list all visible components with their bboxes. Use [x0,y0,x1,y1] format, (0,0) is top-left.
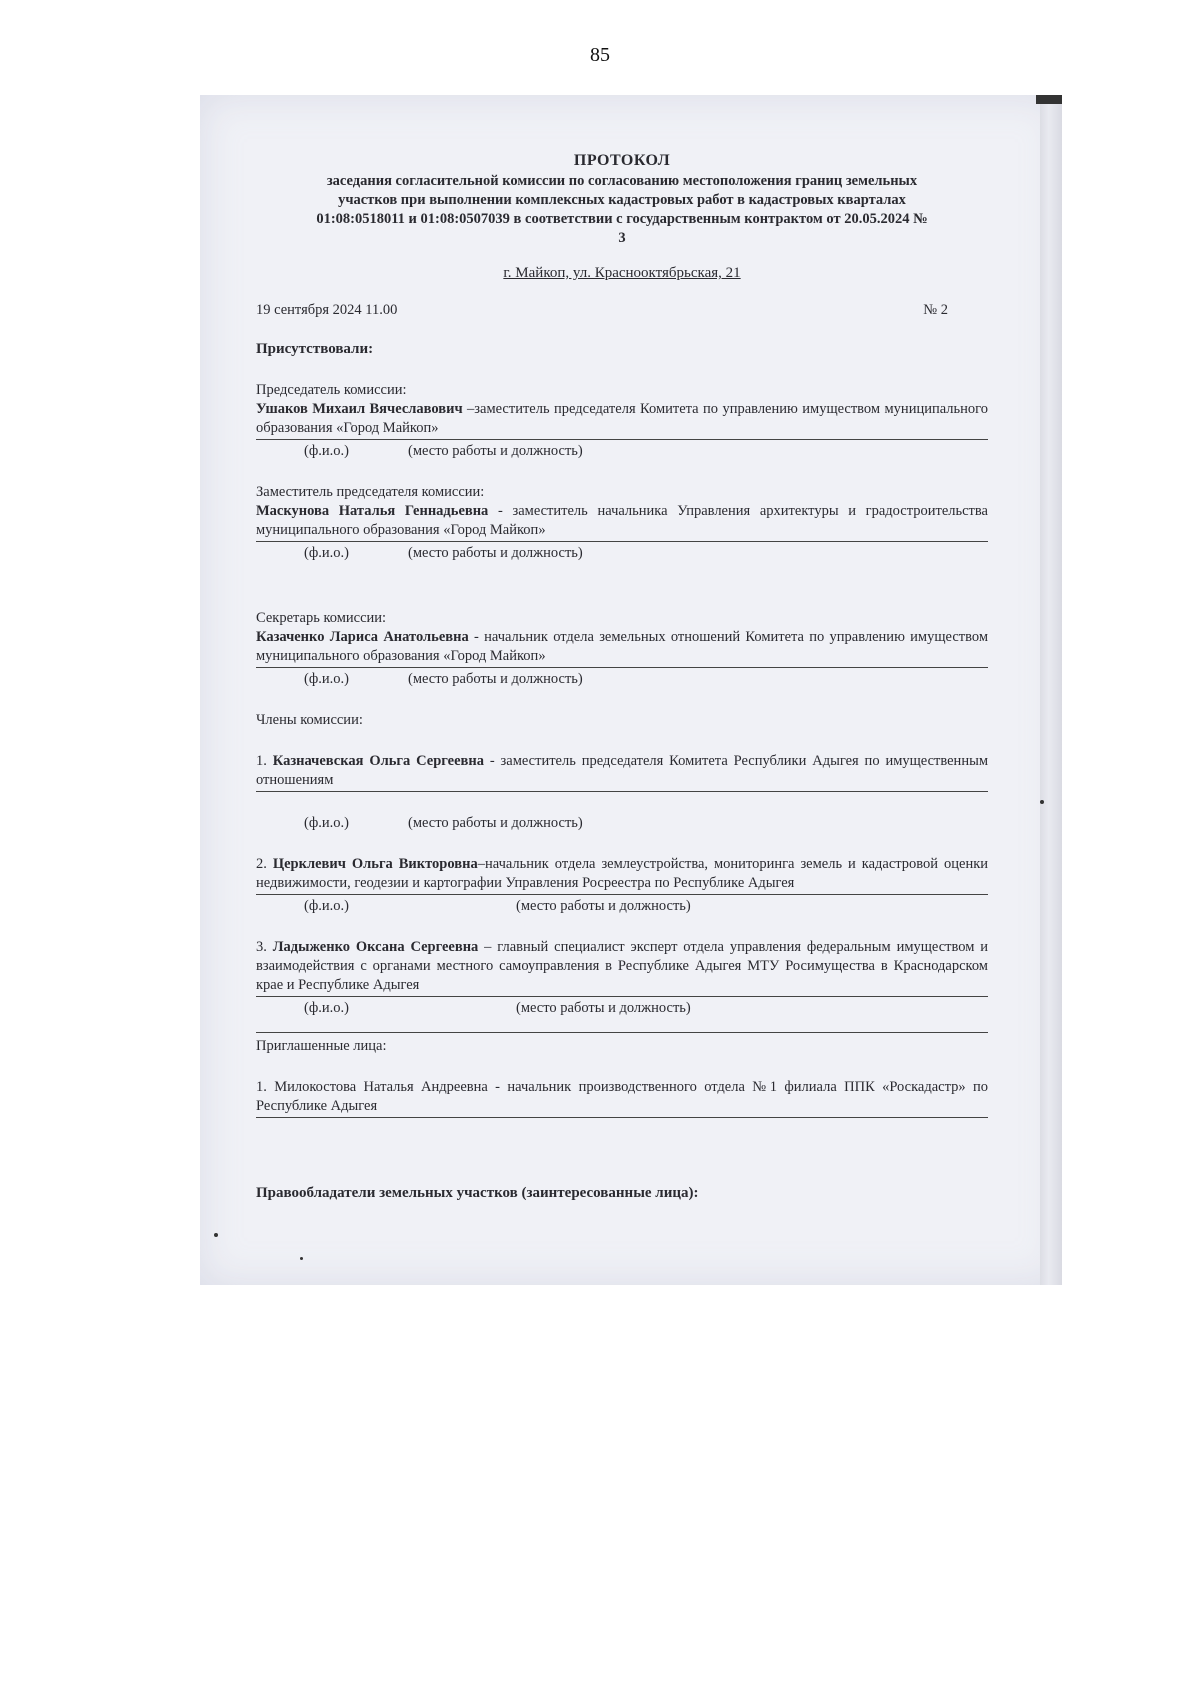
secretary-entry [256,628,988,668]
secretary-label: Секретарь комиссии: [256,610,387,626]
field-hint [256,897,988,916]
members-label: Члены комиссии: [256,712,363,728]
hint-job: (место работы и должность) [516,898,691,914]
separator-line [256,1018,988,1033]
member-entry [256,938,988,997]
scan-speck [1040,800,1044,804]
member-name: Церклевич Ольга Викторовна [272,856,478,872]
scan-speck [300,1257,303,1260]
address-text: г. Майкоп, ул. Краснооктябрьская, 21 [503,265,741,281]
chairman-entry [256,400,988,440]
chairman-name: Ушаков Михаил Вячеславович [256,401,463,417]
scan-edge [1040,95,1062,1285]
hint-job: (место работы и должность) [408,545,583,561]
field-hint [256,999,988,1018]
member-position: – главный специалист эксперт отдела управления федеральным имуществом и взаимодействия с органами местного самоуправления в Республике Адыгея МТУ Росимущества в Краснодарском крае и Республике Адыгея [256,939,989,993]
member-position: –начальник отдела землеустройства, мониторинга земель и кадастровой оценки недвижимости, геодезии и картографии Управления Росреестра по Республике Адыгея [256,856,989,891]
subtitle-line: 01:08:0518011 и 01:08:0507039 в соответствии с государственным контрактом от 20.05.2024 № [316,211,928,227]
meeting-address [256,264,988,283]
field-hint [256,544,988,563]
deputy-label: Заместитель председателя комиссии: [256,484,485,500]
meeting-date: 19 сентября 2024 11.00 [256,302,398,318]
protocol-document [256,151,988,1203]
page-number: 85 [590,44,610,66]
chairman-label: Председатель комиссии: [256,382,407,398]
secretary-position: - начальник отдела земельных отношений Комитета по управлению имуществом муниципального образования «Город Майкоп» [256,629,988,664]
document-title: ПРОТОКОЛ [573,152,671,169]
chairman-position: –заместитель председателя Комитета по управлению имуществом муниципального образования «Город Майкоп» [256,401,988,436]
member-name: Ладыженко Оксана Сергеевна [272,939,479,955]
hint-job: (место работы и должность) [408,443,583,459]
member-number: 1. [256,753,267,769]
invited-entry: 1. Милокостова Наталья Андреевна - начальник производственного отдела №1 филиала ППК «Роскадастр» по Республике Адыгея [256,1078,988,1118]
subtitle-line: заседания согласительной комиссии по согласованию местоположения границ земельных [326,173,918,189]
hint-name: (ф.и.о.) [304,815,349,831]
secretary-name: Казаченко Лариса Анатольевна [256,629,469,645]
hint-name: (ф.и.о.) [304,671,349,687]
subtitle-line: участков при выполнении комплексных кадастровых работ в кадастровых кварталах [338,192,906,208]
protocol-number: № 2 [923,302,948,318]
hint-job: (место работы и должность) [408,815,583,831]
hint-name: (ф.и.о.) [304,898,349,914]
invited-label: Приглашенные лица: [256,1038,387,1054]
deputy-position: - заместитель начальника Управления архитектуры и градостроительства муниципального образования «Город Майкоп» [256,503,988,538]
scan-speck [214,1233,218,1237]
present-heading: Присутствовали: [256,341,374,357]
member-number: 3. [256,939,267,955]
deputy-name: Маскунова Наталья Геннадьевна [256,503,489,519]
rightholders-heading: Правообладатели земельных участков (заинтересованные лица): [256,1185,699,1201]
field-hint [256,670,988,689]
field-hint [256,814,988,833]
member-name: Казначевская Ольга Сергеевна [272,753,484,769]
scan-edge-mark [1036,95,1062,104]
member-position: - заместитель председателя Комитета Республики Адыгея по имущественным отношениям [256,753,988,788]
document-subtitle [256,172,988,248]
member-entry [256,855,988,895]
scanned-page [200,95,1062,1285]
field-hint [256,442,988,461]
hint-job: (место работы и должность) [408,671,583,687]
hint-name: (ф.и.о.) [304,443,349,459]
subtitle-line: 3 [618,230,626,246]
date-row [256,301,988,320]
hint-name: (ф.и.о.) [304,545,349,561]
hint-job: (место работы и должность) [516,1000,691,1016]
member-number: 2. [256,856,267,872]
member-entry [256,752,988,792]
hint-name: (ф.и.о.) [304,1000,349,1016]
deputy-entry [256,502,988,542]
